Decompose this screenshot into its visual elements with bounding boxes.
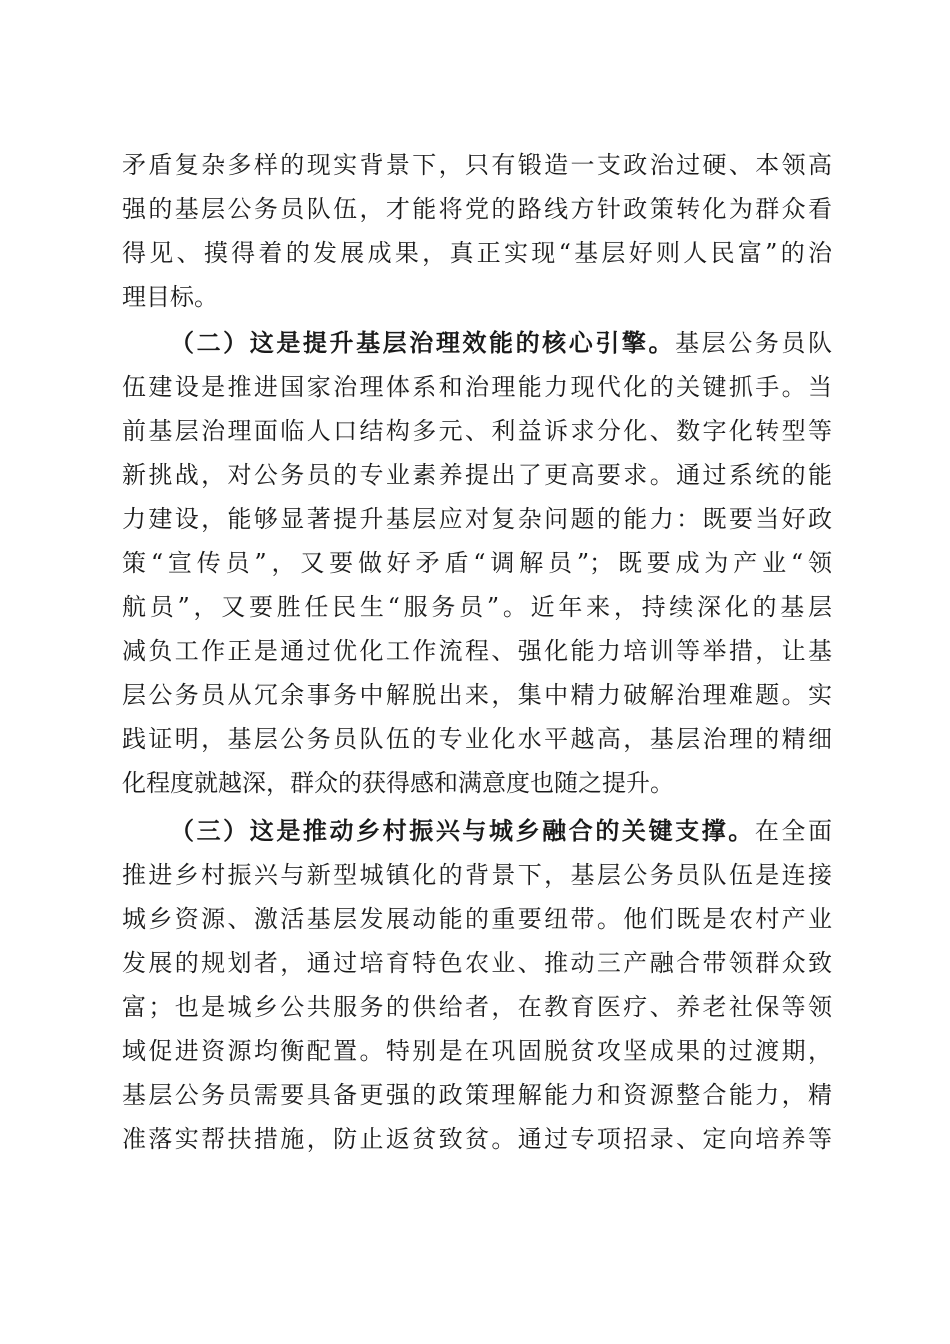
paragraph-2-first-line xyxy=(170,321,832,365)
paragraph-2-line-10: 践证明，基层公务员队伍的专业化水平越高，基层治理的精细 xyxy=(122,725,832,753)
paragraph-3-first-line-text: 在全面 xyxy=(754,817,833,845)
paragraph-2-line-5: 力建设，能够显著提升基层应对复杂问题的能力：既要当好政 xyxy=(122,505,832,533)
paragraph-3-heading: （三）这是推动乡村振兴与城乡融合的关键支撑。 xyxy=(170,816,755,845)
paragraph-2-line-4: 新挑战，对公务员的专业素养提出了更高要求。通过系统的能 xyxy=(122,461,832,489)
paragraph-1-line-1: 矛盾复杂多样的现实背景下，只有锻造一支政治过硬、本领高 xyxy=(122,151,832,179)
paragraph-3-line-3: 城乡资源、激活基层发展动能的重要纽带。他们既是农村产业 xyxy=(122,905,832,933)
paragraph-1-line-4: 理目标。 xyxy=(122,283,218,311)
paragraph-3-line-2: 推进乡村振兴与新型城镇化的背景下，基层公务员队伍是连接 xyxy=(122,861,832,889)
paragraph-2-heading: （二）这是提升基层治理效能的核心引擎。 xyxy=(170,328,676,357)
paragraph-2-line-3: 前基层治理面临人口结构多元、利益诉求分化、数字化转型等 xyxy=(122,417,832,445)
paragraph-2-line-8: 减负工作正是通过优化工作流程、强化能力培训等举措，让基 xyxy=(122,637,832,665)
paragraph-3-line-4: 发展的规划者，通过培育特色农业、推动三产融合带领群众致 xyxy=(122,949,832,977)
paragraph-2-line-7: 航员”，又要胜任民生“服务员”。近年来，持续深化的基层 xyxy=(122,593,832,621)
paragraph-3-line-6: 域促进资源均衡配置。特别是在巩固脱贫攻坚成果的过渡期， xyxy=(122,1037,832,1065)
paragraph-2-first-line-text: 基层公务员队 xyxy=(675,329,833,357)
paragraph-2-line-6: 策“宣传员”，又要做好矛盾“调解员”；既要成为产业“领 xyxy=(122,549,832,577)
paragraph-1-line-3: 得见、摸得着的发展成果，真正实现“基层好则人民富”的治 xyxy=(122,239,832,267)
paragraph-3-line-8: 准落实帮扶措施，防止返贫致贫。通过专项招录、定向培养等 xyxy=(122,1125,832,1153)
paragraph-2-line-9: 层公务员从冗余事务中解脱出来，集中精力破解治理难题。实 xyxy=(122,681,832,709)
paragraph-2-line-11: 化程度就越深，群众的获得感和满意度也随之提升。 xyxy=(122,769,674,797)
paragraph-3-line-7: 基层公务员需要具备更强的政策理解能力和资源整合能力，精 xyxy=(122,1081,832,1109)
paragraph-3-line-5: 富；也是城乡公共服务的供给者，在教育医疗、养老社保等领 xyxy=(122,993,832,1021)
paragraph-3-first-line xyxy=(170,809,832,853)
paragraph-2-line-2: 伍建设是推进国家治理体系和治理能力现代化的关键抓手。当 xyxy=(122,373,832,401)
paragraph-1-line-2: 强的基层公务员队伍，才能将党的路线方针政策转化为群众看 xyxy=(122,195,832,223)
